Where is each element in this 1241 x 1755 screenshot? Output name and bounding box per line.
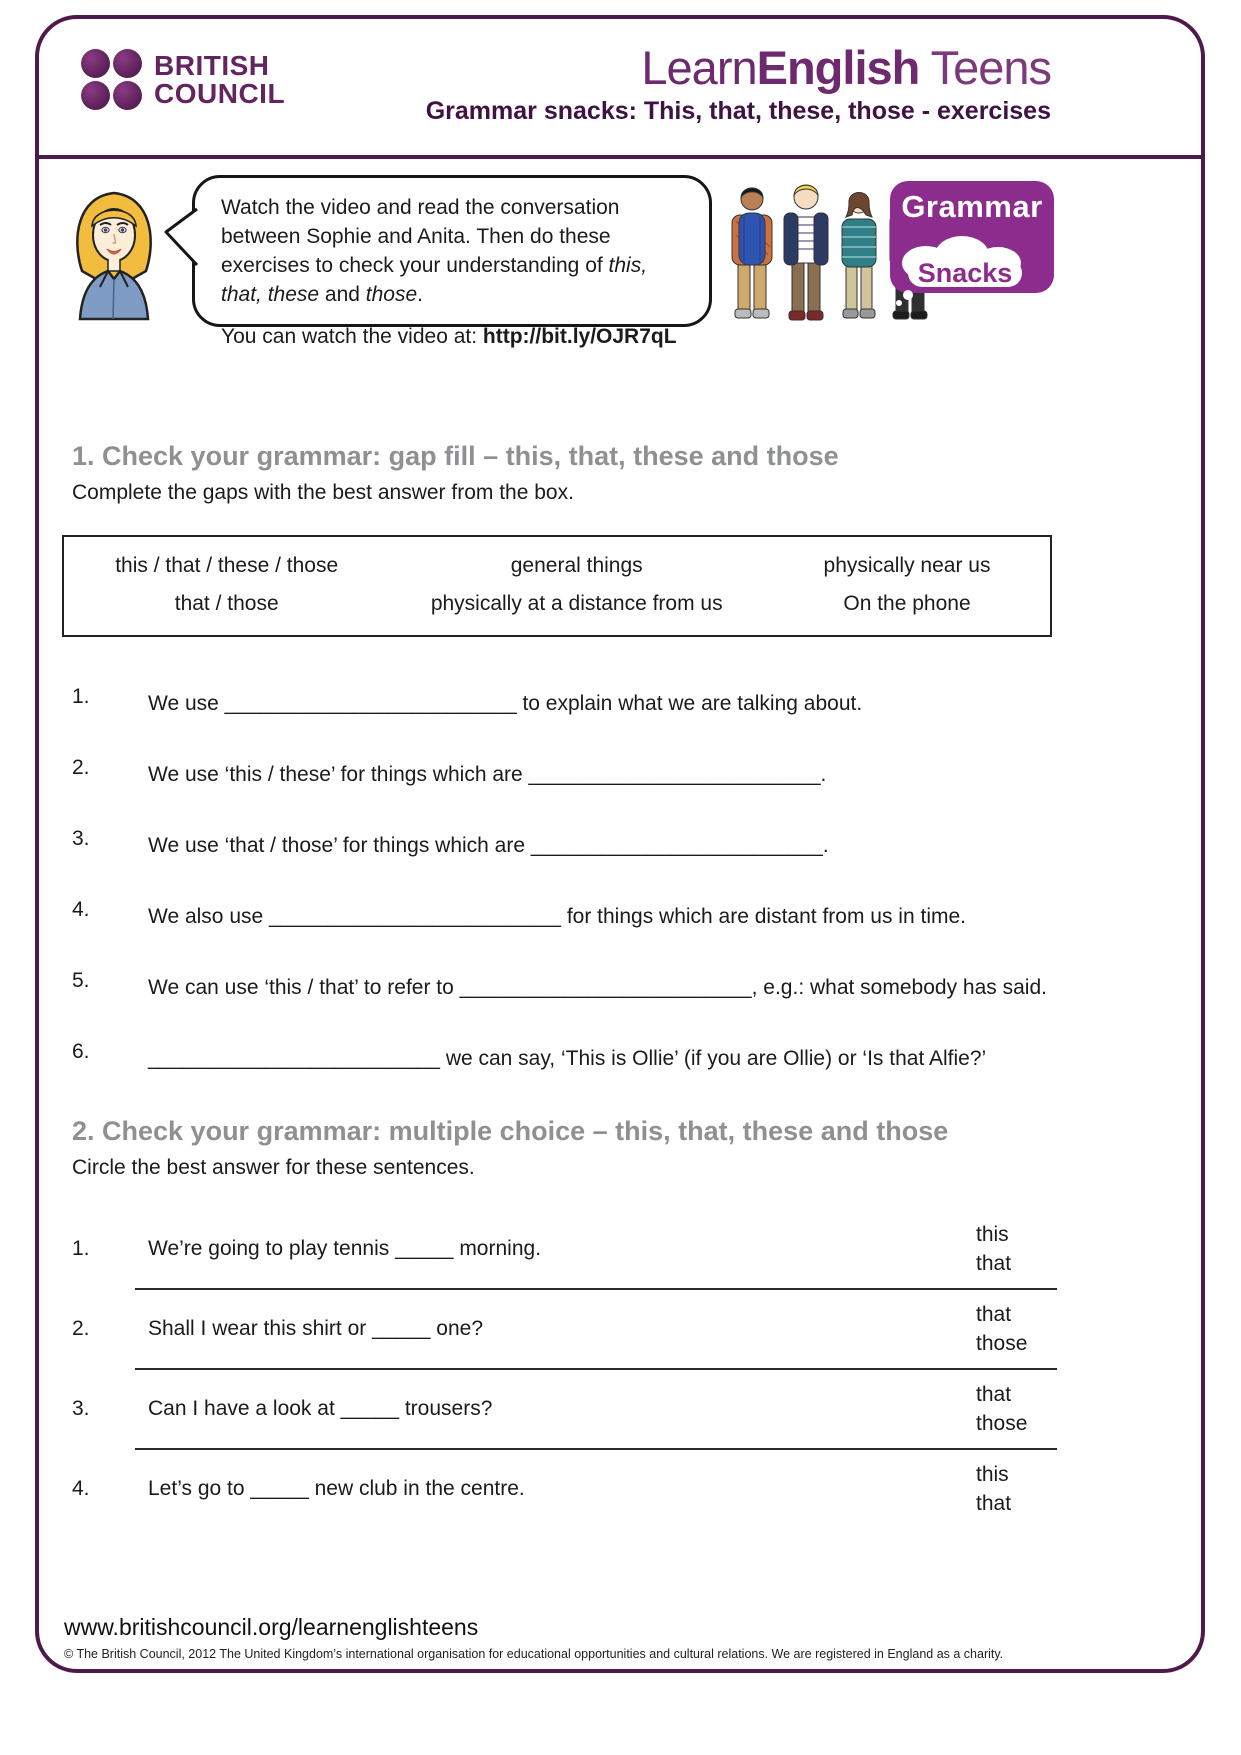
section2-instruction: Circle the best answer for these sentences. [72,1156,475,1179]
gap-fill-sentence: We use ‘that / those’ for things which are _________________________. [148,834,829,857]
worksheet-title: Grammar snacks: This, that, these, those - exercises [425,97,1051,125]
item-number: 1. [72,1237,90,1260]
mc-item-3 [72,1370,1094,1448]
bubble-video-line: You can watch the video at: http://bit.ly/OJR7qL [221,325,677,348]
footer [64,1614,1164,1661]
speech-bubble-tail [164,206,198,268]
gap-fill-list [72,685,1161,1072]
brand-english: English [756,41,920,94]
item-number: 4. [72,1477,90,1500]
section2-title: 2. Check your grammar: multiple choice – this, that, these and those [72,1116,949,1146]
mc-item-2 [72,1290,1094,1368]
header [39,19,1201,159]
mc-item-1 [72,1210,1094,1288]
grammar-snacks-badge [890,181,1054,293]
grammar-snacks-word-snacks: Snacks [917,258,1013,288]
option-box-row [64,592,1050,616]
mc-sentence: We’re going to play tennis _____ morning. [148,1237,542,1260]
header-titles [285,41,1201,126]
gap-fill-item-1 [72,685,1161,717]
gap-fill-sentence: We can use ‘this / that’ to refer to _________________________, e.g.: what somebody has said. [148,976,1047,999]
mc-options [976,1300,1094,1358]
gap-fill-item-4 [72,898,1161,930]
multiple-choice-list [72,1210,1094,1528]
item-number: 1. [72,685,90,708]
mc-sentence: Let’s go to _____ new club in the centre. [148,1477,525,1500]
gap-fill-sentence: We use ‘this / these’ for things which are _________________________. [148,763,827,786]
mc-option[interactable]: that [976,1252,1012,1275]
mc-options [976,1460,1094,1518]
option-cell: physically near us [823,554,991,577]
mc-option[interactable]: those [976,1332,1028,1355]
logo-line-2: COUNCIL [154,77,286,109]
item-number: 4. [72,898,90,921]
item-number: 3. [72,1397,90,1420]
learnenglish-teens-title [285,41,1051,94]
footer-url-link[interactable]: www.britishcouncil.org/learnenglishteens [64,1614,479,1640]
mc-option[interactable]: those [976,1412,1028,1435]
mc-options [976,1220,1094,1278]
mc-option[interactable]: that [976,1492,1012,1515]
brand-teens: Teens [919,41,1051,94]
presenter-avatar [64,175,164,323]
british-council-dots-icon [81,49,142,110]
option-cell: physically at a distance from us [430,592,723,615]
option-cell: general things [510,554,643,577]
option-cell: this / that / these / those [115,554,339,577]
worksheet-page-frame [35,15,1205,1673]
grammar-snacks-cloud-icon [892,233,1044,307]
option-cell: that / those [174,592,279,615]
mc-option[interactable]: this [976,1463,1009,1486]
mc-sentence: Shall I wear this shirt or _____ one? [148,1317,484,1340]
gap-fill-item-2 [72,756,1161,788]
item-number: 2. [72,1317,90,1340]
gap-fill-sentence: _________________________ we can say, ‘This is Ollie’ (if you are Ollie) or ‘Is that Alfie?’ [148,1047,987,1070]
mc-options [976,1380,1094,1438]
british-council-wordmark [154,49,286,109]
mc-option[interactable]: this [976,1223,1009,1246]
option-box-row [64,554,1050,578]
mc-option[interactable]: that [976,1383,1012,1406]
bubble-instruction: Watch the video and read the conversation between Sophie and Anita. Then do these exercises to check your understanding of this, that, these and those. [221,196,648,306]
option-cell: On the phone [843,592,971,615]
worksheet-body [39,173,1201,1528]
gap-fill-sentence: We also use _________________________ for things which are distant from us in time. [148,905,966,928]
gap-fill-item-3 [72,827,1161,859]
video-link[interactable]: http://bit.ly/OJR7qL [482,325,677,348]
item-number: 5. [72,969,90,992]
item-number: 3. [72,827,90,850]
intro-row [72,173,1161,348]
section1-instruction: Complete the gaps with the best answer from the box. [72,481,574,504]
answer-option-box [62,535,1052,637]
footer-copyright: © The British Council, 2012 The United Kingdom’s international organisation for educational opportunities and cultural relations. We are registered in England as a charity. [64,1647,1004,1661]
grammar-snacks-word-grammar: Grammar [901,189,1043,224]
mc-sentence: Can I have a look at _____ trousers? [148,1397,493,1420]
gap-fill-sentence: We use _________________________ to explain what we are talking about. [148,692,863,715]
item-number: 6. [72,1040,90,1063]
logo-line-1: BRITISH [154,49,270,81]
british-council-logo [81,49,285,110]
section1-title: 1. Check your grammar: gap fill – this, that, these and those [72,441,839,471]
gap-fill-item-6 [72,1040,1161,1072]
item-number: 2. [72,756,90,779]
mc-option[interactable]: that [976,1303,1012,1326]
mc-item-4 [72,1450,1094,1528]
gap-fill-item-5 [72,969,1161,1001]
brand-learn: Learn [641,41,757,94]
speech-bubble [192,175,712,348]
